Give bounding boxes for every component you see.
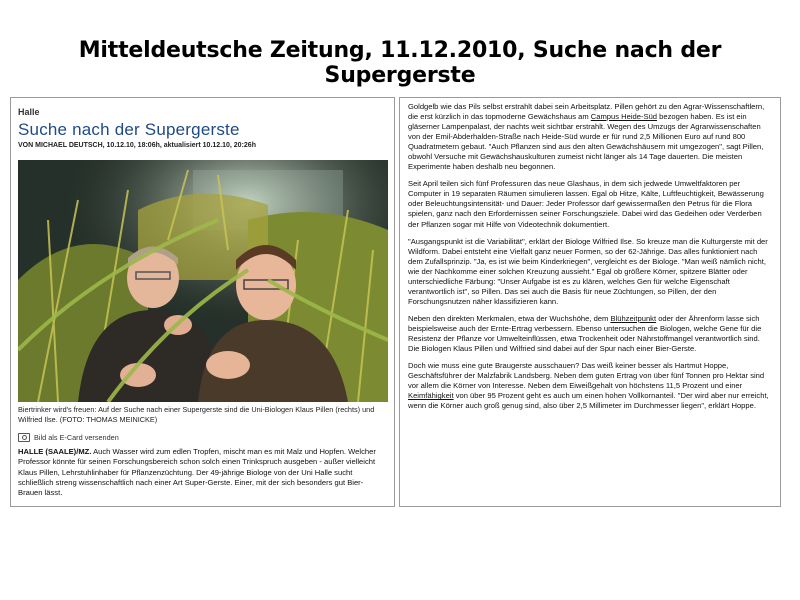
article-title: Suche nach der Supergerste xyxy=(18,120,240,139)
paragraph-4-text-a: Neben den direkten Merkmalen, etwa der Wuchshöhe, dem xyxy=(408,313,611,323)
photo-illustration xyxy=(18,160,388,402)
article-photo xyxy=(18,160,388,402)
intro-dateline: HALLE (SAALE)/MZ. xyxy=(18,447,92,456)
paragraph-5-text-a: Doch wie muss eine gute Braugerste ausschauen? Das weiß keiner besser als Hartmut Hoppe, Geschäftsführer der Malzfabrik Landsberg. Neben dem guten Ertrag von über fünf Tonnen pro Hektar sind vor allem die Körner von Interesse. Neben dem Eiweißgehalt von höchstens 11,5 Prozent und einer xyxy=(408,361,765,391)
article-intro xyxy=(18,447,386,498)
ecard-link[interactable] xyxy=(18,433,119,442)
paragraph-5 xyxy=(408,361,772,411)
paragraph-4 xyxy=(408,314,772,354)
keimfaehigkeit-link[interactable]: Keimfähigkeit xyxy=(408,391,454,401)
page-headline: Mitteldeutsche Zeitung, 11.12.2010, Suche nach der Supergerste xyxy=(78,38,722,88)
paragraph-2: Seit April teilen sich fünf Professuren das neue Glashaus, in dem sich jedwede Umweltfaktoren per Computer in 19 separaten Räumen simulieren lassen. Egal ob Hitze, Kälte, Luftfeuchtigkeit, Bewässerung oder Beleuchtungsintensität- und Dauer: Jeder Professor darf gewissermaßen den Petrus für die Flora spielen, ganz nach den Erfordernissen seiner Forschungsziele. Dabei wird das Gedeihen oder Verderben der Pflanzen sogar mit Hilfe von Videotechnik dokumentiert. xyxy=(408,179,764,229)
paragraph-1 xyxy=(408,102,772,172)
article-right-column xyxy=(399,97,781,507)
byline: VON MICHAEL DEUTSCH, 10.12.10, 18:06h, aktualisiert 10.12.10, 20:26h xyxy=(18,142,256,149)
ecard-label[interactable]: Bild als E-Card versenden xyxy=(34,433,119,442)
section-label: Halle xyxy=(18,107,40,117)
photo-caption: Biertrinker wird's freuen: Auf der Suche nach einer Supergerste sind die Uni-Biologen Klaus Pillen (rechts) und Wilfried Ilse. (FOTO: THOMAS MEINICKE) xyxy=(18,405,375,424)
bluehzeitpunkt-link[interactable]: Blühzeitpunkt xyxy=(610,313,657,323)
paragraph-1-text-b: bezogen haben. Es ist ein gläserner Lampenpalast, der nachts weit sichtbar erstrahlt. Wegen des Umzugs der Agrarwissenschaften von der Emil-Abderhalden-Straße nach Heide-Süd wurde er für rund 2,5 Millionen Euro auf rund 800 Quadratmetern gebaut. "Auch Pflanzen sind aus den alten Gewächshäusern mit umgezogen", sagt Pillen, obwohl Versuche mit Gewächshauskulturen zumeist nicht länger als 14 Tage dauerten. Die meisten Experimente haben deshalb neu begonnen. xyxy=(408,112,764,172)
camera-icon xyxy=(18,433,30,442)
paragraph-1-text-a: Goldgelb wie das Pils selbst erstrahlt dabei sein Arbeitsplatz. Pillen gehört zu den Agrar-Wissenschaftlern, die erst kürzlich in das topmoderne Gewächshaus am xyxy=(408,102,765,122)
paragraph-3: "Ausgangspunkt ist die Variabilität", erklärt der Biologe Wilfried Ilse. So kreuze man die Kulturgerste mit der Wildform. Dabei entsteht eine Vielfalt ganz neuer Formen, so der 62-Jährige. Das alles funktioniert nach dem Zufallsprinzip. "Ja, es ist wie beim Kinderkriegen", vergleicht es der Biologe. "Man weiß nämlich nicht, wie der Nachkomme einer solchen Kreuzung aussieht." Egal ob größere Körner, spitzere Blätter oder unterschiedliche Färbung: "Unser Aufgabe ist es zu klären, welches Gen für welche Eigenschaft verantwortlich ist", so Pillen. Das sei auch die Basis für neue Züchtungen, so Pillen, der den Forschungsnutzen näher klassifizieren kann. xyxy=(408,236,768,306)
article-left-column xyxy=(10,97,395,507)
paragraph-5-text-b: von über 95 Prozent geht es auch um einen hohen Vollkornanteil. "Der wird aber nur erreicht, wenn die Körner auch groß genug sind, also über 2,5 Millimeter im Durchmesser liegen", erklärt Hoppe. xyxy=(408,391,769,411)
intro-text: Auch Wasser wird zum edlen Tropfen, mischt man es mit Malz und Hopfen. Welcher Professor könnte für seinen Forschungsbereich schon solch einen Trinkspruch ausgeben - außer vielleicht Klaus Pillen, Lehrstuhlinhaber für Pflanzenzüchtung. Der 49-jährige Biologe von der Uni Halle sucht schließlich streng wissenschaftlich nach einer Art Super-Gerste. Einer, mit der sich besonders gut Bier-Brauen lässt. xyxy=(18,447,376,498)
paragraph-4-text-b: oder der Ährenform lasse sich beispielsweise auch der Ernte-Ertrag verbessern. Ebenso untersuchen die Biologen, welche Gene für die Resistenz der Pflanze vor Umwelteinflüssen, etwa Trockenheit oder Nährstoffmangel verantwortlich sind. Die Biologen Klaus Pillen und Wilfried sind dabei auf der Spur nach einer Bier-Gerste. xyxy=(408,313,762,354)
campus-link[interactable]: Campus Heide-Süd xyxy=(590,112,658,122)
